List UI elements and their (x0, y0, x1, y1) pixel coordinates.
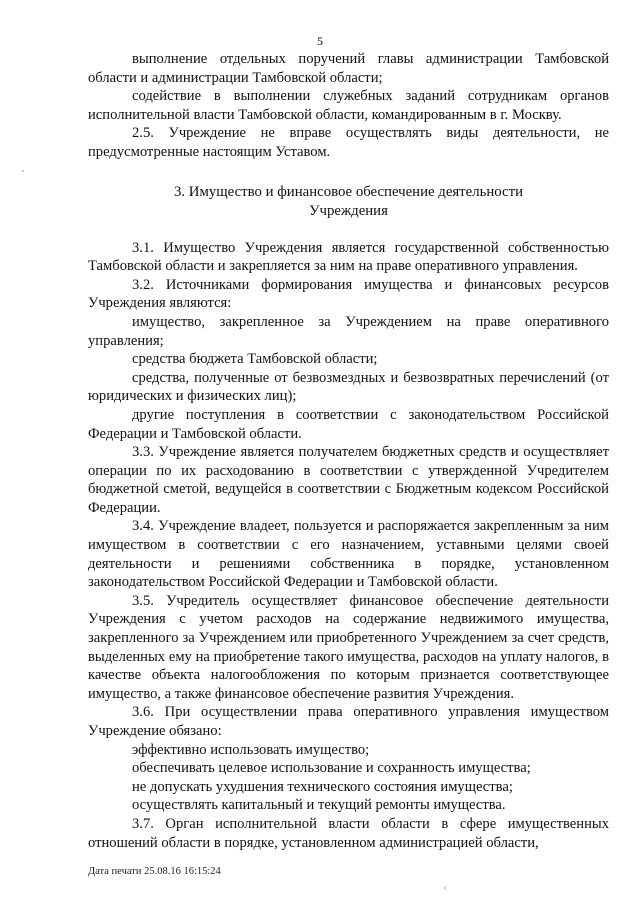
paragraph: содействие в выполнении служебных заданий сотрудникам органов исполнительной власти Тамбовской области, командированным в г. Москву. (88, 88, 609, 123)
paragraph: эффективно использовать имущество; (132, 741, 370, 758)
paragraph: выполнение отдельных поручений главы администрации Тамбовской области и администрации Тамбовской области; (88, 51, 609, 86)
section-heading (88, 183, 609, 221)
paragraph: 3.5. Учредитель осуществляет финансовое обеспечение деятельности Учреждения с учетом расходов на содержание недвижимого имущества, закрепленного за Учреждением или приобретенного Учреждением за счет средств, выделенных ему на приобретение такого имущества, расходов на уплату налогов, в качестве объекта налогообложения по которым признается соответствующее имущество, а также финансовое обеспечение развития Учреждения. (88, 592, 609, 702)
paragraph: имущество, закрепленное за Учреждением на праве оперативного управления; (88, 313, 609, 349)
document-body (88, 50, 609, 852)
paragraph: не допускать ухудшения технического состояния имущества; (132, 778, 513, 795)
paragraph: 3.3. Учреждение является получателем бюджетных средств и осуществляет операции по их расходованию в соответствии с утвержденной Учредителем бюджетной сметой, ведущейся в соответствии с Бюджетным кодексом Российской Федерации. (88, 444, 609, 516)
paragraph: обеспечивать целевое использование и сохранность имущества; (132, 760, 531, 777)
scan-speck (22, 170, 24, 172)
paragraph: 3.4. Учреждение владеет, пользуется и распоряжается закрепленным за ним имуществом в соответствии с его назначением, уставными целями своей деятельности и решениями собственника в порядке, установленном законодательством Российской Федерации и Тамбовской области. (88, 518, 609, 591)
paragraph: средства бюджета Тамбовской области; (132, 351, 378, 368)
print-date-footer: Дата печати 25.08.16 16:15:24 (88, 866, 221, 877)
paragraph: средства, полученные от безвозмездных и безвозвратных перечислений (от юридических и физических лиц); (88, 369, 609, 405)
paragraph: 3.1. Имущество Учреждения является государственной собственностью Тамбовской области и закрепляется за ним на праве оперативного управления. (88, 239, 609, 275)
paragraph: 3.6. При осуществлении права оперативного управления имуществом Учреждение обязано: (88, 704, 609, 739)
paragraph: осуществлять капитальный и текущий ремонты имущества. (132, 797, 506, 814)
paragraph: 3.2. Источниками формирования имущества и финансовых ресурсов Учреждения являются: (88, 276, 609, 312)
page-number: 5 (317, 34, 323, 48)
scan-speck (444, 887, 446, 889)
section-heading-line: Учреждения (309, 202, 388, 219)
section-heading-line: 3. Имущество и финансовое обеспечение деятельности (174, 183, 523, 200)
paragraph: 2.5. Учреждение не вправе осуществлять виды деятельности, не предусмотренные настоящим Уставом. (88, 125, 609, 160)
paragraph: 3.7. Орган исполнительной власти области в сфере имущественных отношений области в порядке, установленном администрацией области, (88, 815, 609, 851)
paragraph: другие поступления в соответствии с законодательством Российской Федерации и Тамбовской области. (88, 406, 609, 442)
